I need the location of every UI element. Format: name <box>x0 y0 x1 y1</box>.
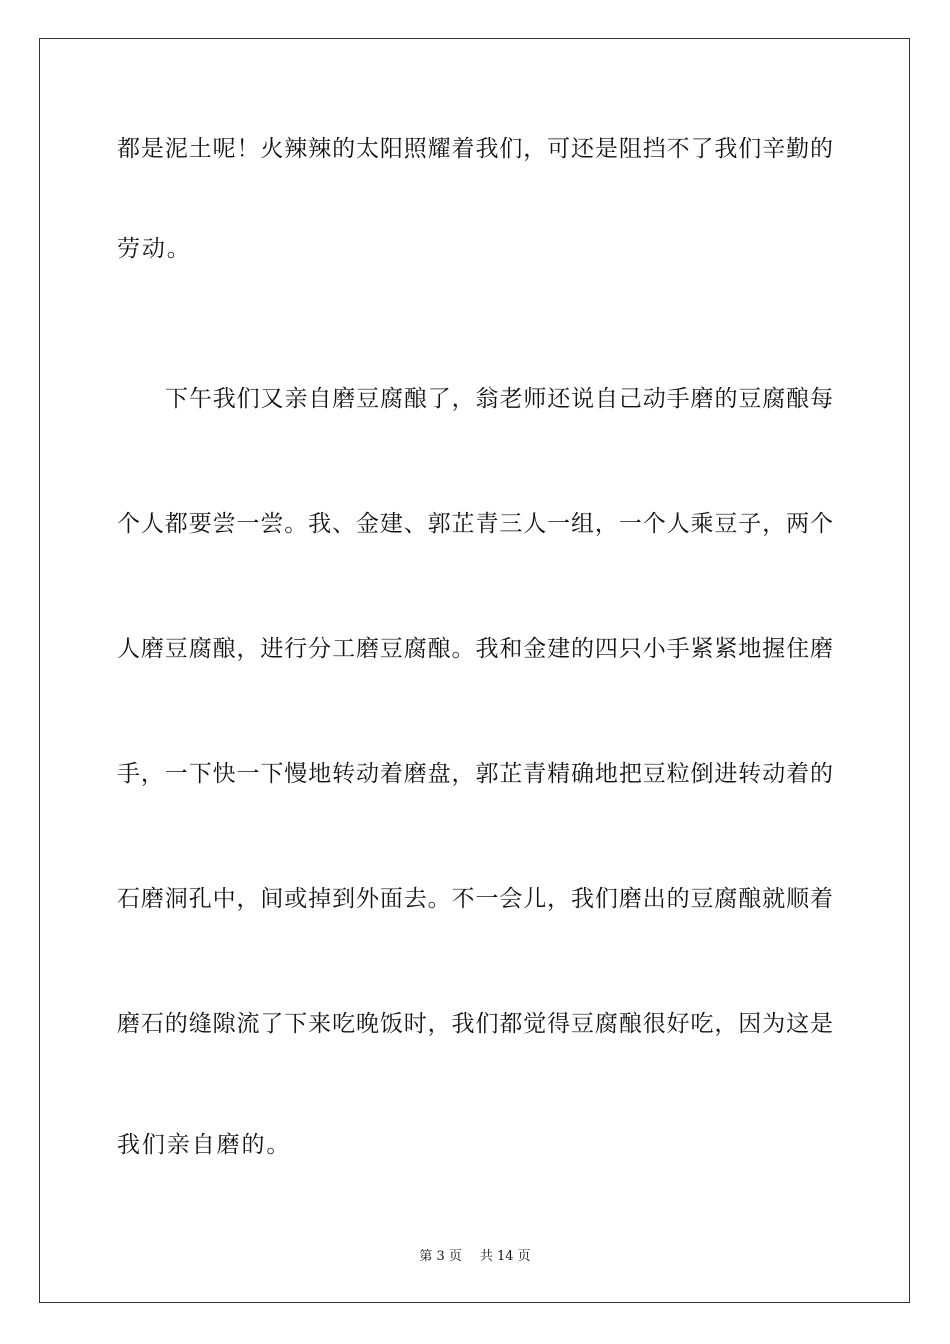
paragraph-line: 下午我们又亲自磨豆腐酿了，翁老师还说自己动手磨的豆腐酿每 <box>165 386 833 412</box>
paragraph-line: 都是泥土呢！火辣辣的太阳照耀着我们，可还是阻挡不了我们辛勤的 <box>117 136 833 162</box>
paragraph-line: 个人都要尝一尝。我、金建、郭芷青三人一组，一个人乘豆子，两个 <box>117 511 833 537</box>
page-footer <box>0 1248 950 1266</box>
page-total: 共 14 页 <box>479 1249 531 1264</box>
paragraph-line: 石磨洞孔中，间或掉到外面去。不一会儿，我们磨出的豆腐酿就顺着 <box>117 886 833 912</box>
paragraph-line: 人磨豆腐酿，进行分工磨豆腐酿。我和金建的四只小手紧紧地握住磨 <box>117 636 833 662</box>
paragraph-line: 磨石的缝隙流了下来吃晚饭时，我们都觉得豆腐酿很好吃，因为这是 <box>117 1011 833 1037</box>
paragraph-line: 我们亲自磨的。 <box>117 1132 292 1158</box>
page-frame <box>39 38 910 1303</box>
paragraph-line: 手，一下快一下慢地转动着磨盘，郭芷青精确地把豆粒倒进转动着的 <box>117 761 833 787</box>
paragraph-line: 劳动。 <box>117 236 192 262</box>
page-number: 第 3 页 <box>419 1249 462 1264</box>
